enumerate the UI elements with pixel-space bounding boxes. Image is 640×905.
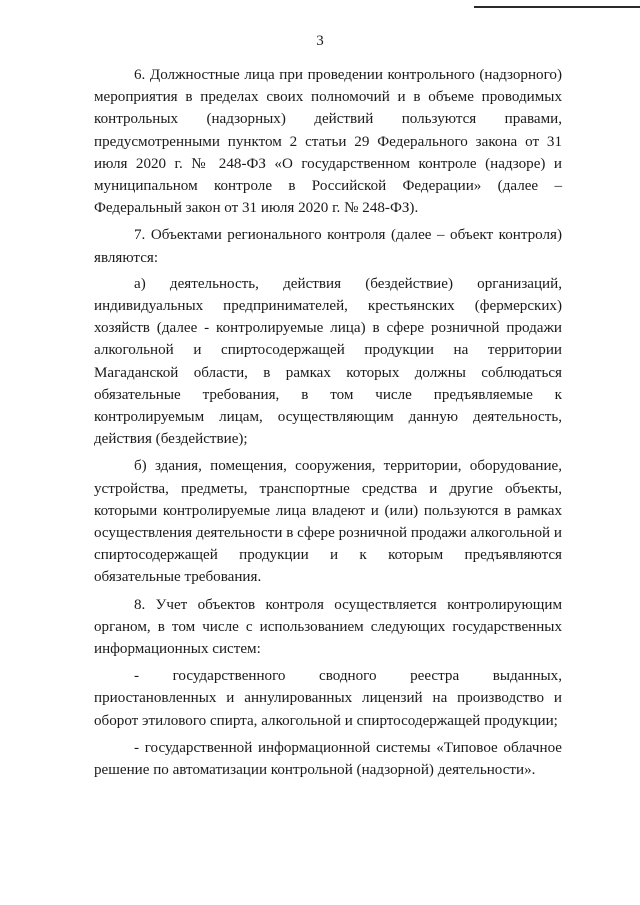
paragraph-8: 8. Учет объектов контроля осуществляется контролирующим органом, в том числе с использованием следующих государственных информационных систем: [94,596,562,658]
list-item-information-system: - государственной информационной системы «Типовое облачное решение по автоматизации контрольной (надзорной) деятельности». [94,739,562,779]
list-item-registry: - государственного сводного реестра выданных, приостановленных и аннулированных лицензий на производство и оборот этилового спирта, алкогольной и спиртосодержащей продукции; [94,668,562,729]
top-rule-line [474,6,640,8]
paragraph-7b: б) здания, помещения, сооружения, территории, оборудование, устройства, предметы, транспортные средства и другие объекты, которыми контролируемые лица владеют и (или) пользуются в рамках осуществления деятельности в сфере розничной продажи алкогольной и спиртосодержащей продукции и к которым предъявляются обязательные требования. [94,458,562,586]
paragraph-7: 7. Объектами регионального контроля (далее – объект контроля) являются: [94,227,562,266]
page-number: 3 [316,33,324,49]
document-body [94,64,562,786]
paragraph-6: 6. Должностные лица при проведении контрольного (надзорного) мероприятия в пределах своих полномочий и в объеме проводимых контрольных (надзорных) действий пользуются правами, предусмотренными пунктом 2 статьи 29 Федерального закона от 31 июля 2020 г. № 248-ФЗ «О государственном контроле (надзоре) и муниципальном контроле в Российской Федерации» (далее – Федеральный закон от 31 июля 2020 г. № 248-ФЗ). [94,67,562,217]
paragraph-7a: а) деятельность, действия (бездействие) организаций, индивидуальных предпринимателей, крестьянских (фермерских) хозяйств (далее - контролируемые лица) в сфере розничной продажи алкогольной и спиртосодержащей продукции на территории Магаданской области, в рамках которых должны соблюдаться обязательные требования, в том числе предъявляемые к контролируемым лицам, осуществляющим данную деятельность, действия (бездействие); [94,275,562,448]
